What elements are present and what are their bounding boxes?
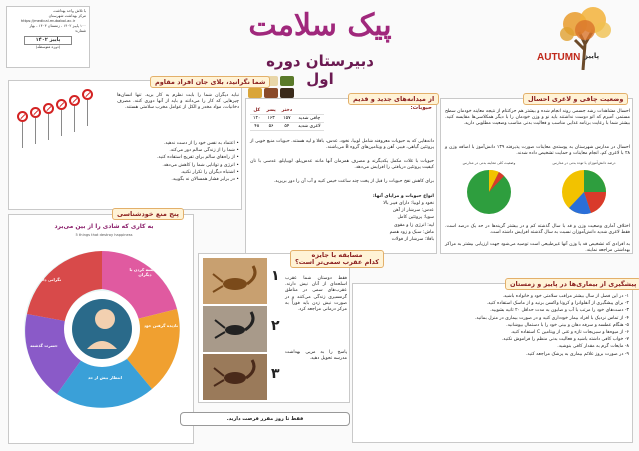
list-item: • از راه‌های سالم برای تفریح استفاده کنید. [156,155,239,161]
scorpion-image-1 [203,258,267,304]
self-knowledge-section [8,214,194,444]
prevention-item: ۴- از تماس نزدیک با افراد بیمار خودداری کنید و در صورت بیماری در منزل بمانید. [474,315,629,321]
quiz-header [290,250,384,268]
scorpion-label-1: ۱ [271,268,280,284]
table-cell: لاغری شدید [295,123,324,131]
legumes-para1: دانه‌هایی که به حبوبات معروفند شامل لوبیا، نخود، عدس، باقلا و لپه هستند. حبوبات منبع خوبی از پروتئین گیاهی، فیبر، آهن و ویتامین‌های گروه B می‌باشند. [250,139,434,151]
smoking-header: شما نگرانید، بلای جان افراد مقاوم [150,76,270,88]
pie-right-title: درصد دانش‌آموزان با توده بدنی در مدارس [552,161,616,165]
black-beans-image [280,88,294,98]
prevention-item: ۲- برای پیشگیری از آنفلوانزا و کرونا واکسن بزنید و از ماسک استفاده کنید. [486,301,629,307]
issue-sub: (دوره متوسطه) [35,45,61,49]
happiness-item: حسرت گذشته [30,343,58,348]
table-header [295,107,324,115]
scorpion-image-2 [203,306,267,352]
list-item: • در برابر فشار همسالان نه بگویید. [171,177,239,183]
weight-status-header: وضعیت چاقی و لاغری احسال [523,93,628,105]
meta-line: با تلاش واحد بهداشت [53,9,86,13]
deadline-note: فقط تا روز مقرر فرصت دارید. [180,412,350,426]
table-cell: ۵۶ [263,123,278,131]
prevention-item: ۳- دست‌های خود را مرتب با آب و صابون به مدت حداقل ۲۰ ثانیه بشویید. [490,308,629,314]
chickpeas-image [248,88,262,98]
weight-para2: احسال در مدارس شهرستان به پوسته‌ی معاینات صورت پذیرفته ۱۳۹ دانش‌آموز با اضافه وزن و ۲۸ با لاغری کم، انجام معاینات و حمایت تشخیص داده شدند. [445,145,630,157]
sign-post [17,111,28,148]
no-smoking-sign-icon [69,95,80,106]
happiness-item: نادیده گرفتن خود [143,323,179,328]
table-cell: چاقی شدید [295,115,324,123]
smoking-section [8,80,242,210]
meta-line: ۱۰۰ پاییز ۱۴۰۲ - زمستان ۱۴۰۳ - بهار [29,24,86,28]
list-item: نخود و لوبیا: دارای فیبر بالا [383,201,434,206]
happiness-en-title: 5 things that destroy happiness [75,233,133,237]
autumn-label: AUTUMN [537,52,581,63]
prevention-item: ۸- مایعات گرم به مقدار کافی بنوشید. [557,344,629,350]
happiness-circle-diagram [17,229,187,429]
no-smoking-sign-icon [30,107,41,118]
pie-left-svg [449,165,529,217]
self-knowledge-header: پنج منع خودشناسی [112,208,184,220]
table-cell: ۵۴ [279,123,295,131]
pie-right-svg [539,165,629,217]
quiz-question: کدام عقرب سمی‌تر است؟ [295,258,380,266]
legumes-list-title: انواع حبوبات و مزایای آنها: [372,194,434,199]
happiness-item: انتظار بیش از حد [87,375,123,380]
weight-para4: به افرادی که تشخیص قد یا وزن آنها غیرطبیعی است توصیه می‌شود جهت ارزیابی بیشتر به مراکز بهداشتی مراجعه نمایند. [445,242,630,254]
scorpion-label-2: ۲ [271,318,280,334]
list-item: • شما را از زندگی سالم دور می‌کند. [169,148,239,154]
happiness-item: مقایسه کردن با دیگران [129,267,161,277]
list-item: باقلا: سرشار از فولات [391,237,434,243]
no-smoking-sign-icon [82,89,93,100]
table-cell: ۱۲۰ [250,115,263,123]
smoking-list [117,141,239,184]
mung-beans-image [280,76,294,86]
table-cell: ۱۵۷ [279,115,295,123]
legumes-header: از میدانه‌های جدید و قدیم [348,93,439,105]
scorpion-image-3 [203,354,267,400]
list-item: • انرژی و توانایی شما را کاهش می‌دهد. [162,162,239,168]
disease-prevention-header: پیشگیری از بیماری‌ها در پاییز و زمستان [505,278,639,290]
sign-post [30,107,41,148]
list-item: سویا: پروتئین کامل [397,215,434,221]
newsletter-subtitle: دبیرستان دوره اول [266,52,374,88]
smoking-text: نباید دیگران شما را بابت نظرم به کار برید. تنها انسان‌ها چیزهایی که کار را می‌دانند و باید از آنها دوری کنند. مصرف دخانیات، مواد مخدر و الکل از عوامل مخرب سلامتی هستند. [117,93,239,111]
meta-line: مرکز بهداشت شهرستان [48,14,86,18]
sign-post [56,99,67,148]
scorpion-label-3: ۳ [271,366,280,382]
table-header: دختر [279,107,295,115]
table-row [250,123,324,131]
quiz-header-title: مسابقه با جایزه [311,251,363,259]
happiness-item: نگرانی دائمی [34,277,62,282]
quiz-answer-hint: پاسخ را به مربی بهداشت مدرسه تحویل دهید. [285,350,347,362]
pie-chart-left [449,161,529,221]
list-item: • اشتباه دیگران را تکرار نکنید. [180,169,239,175]
no-smoking-sign-icon [56,99,67,110]
pie-chart-right [539,161,629,221]
list-item: عدس: سرشار از آهن [392,208,434,214]
table-row [250,115,324,123]
prevention-item: ۹- در صورت بروز علائم بیماری به پزشک مراجعه کنید. [525,351,629,357]
sign-post [43,103,54,148]
issue-info-box [6,6,90,68]
no-smoking-sign-icon [17,111,28,122]
disease-prevention-section [352,283,633,443]
legumes-section [245,98,437,254]
quiz-section [198,253,350,403]
list-item: ماش: سبک و زود هضم [389,229,434,235]
season-label: پاییز [584,52,600,60]
weight-intro-text: احسال مشاهدات رشد جسمی روند انجام شده و بیشتر هم حرکتنام از نتیجه معاینه خودمان سطح مستمر، آمیزم که اتو دوست نداشتند باید نو و وزن خودمان را با دیگر همکلاسی‌ها مقایسه کنید. بیشتر شما با رعایت برنامه غذایی مناسب و فعالیت بدنی مناسب وضعیت مطلوبی دارید. [445,109,630,127]
newsletter-title: پیک سلامت [248,8,392,43]
prevention-list [358,294,629,359]
list-item: • اعتماد به نفس خود را از دست ندهید. [163,141,239,146]
table-header: کل [250,107,263,115]
issue-number: پاییز ۱۴۰۲ [24,36,72,45]
prevention-item: ۱- در این فصل از سال بیشتر مراقب سلامتی خود و خانواده باشید. [502,294,629,299]
table-header: پسر [263,107,278,115]
prevention-item: ۶- از میوه‌ها و سبزیجات تازه و غنی از ویتامین C استفاده کنید. [510,330,629,336]
legumes-subheader: حبوبات: [410,105,432,111]
lentils-image [264,88,278,98]
table-cell: ۴۸ [250,123,263,131]
sign-post [82,89,93,148]
meta-url: https://medical.mubabol.ac.ir [20,19,76,23]
meta-line: شماره: [74,29,86,33]
quiz-text: فقط دوستان شما عقرب اسلحه‌ای از آنان نیش دارند. عقرب‌های سمی در مناطق گرمسیری زندگی می‌کنند و در صورت نیش زدن باید فوراً به مرکز درمانی مراجعه کرد. [285,276,347,313]
legumes-list [296,201,434,244]
legumes-para3: برای کاهش نفخ حبوبات را قبل از پخت چند ساعت خیس کنید و آب آن را دور بریزید. [273,179,434,184]
legumes-para2: حبوبات با غلات مکمل یکدیگرند و مصرف همزمان آنها مانند عدس‌پلو، لوبیاپلو، عدسی با نان کیفیت پروتئین دریافتی را افزایش می‌دهد. [250,159,434,171]
pie-left-title: وضعیت کلی معاینه بدنی در مدارس [462,161,516,165]
prevention-item: ۵- هنگام عطسه و سرفه دهان و بینی خود را با دستمال بپوشانید. [506,322,629,328]
weight-para3: اختلاف آماری وضعیت وزن و قد با سال گذشته کم و در بیشتر گزینه‌ها در حد یک درصد است. فقط لاغری شدید دانش‌آموزان نسبت به سال گذشته افزایش داشته است. [445,224,630,236]
sign-post [69,95,80,148]
no-smoking-sign-icon [43,103,54,114]
happiness-title: به کاری که شادی را از بین می‌برد [54,223,154,230]
prevention-item: ۷- خواب کافی داشته باشید و فعالیت بدنی منظم را فراموش نکنید. [501,337,629,343]
no-smoking-signs [17,89,93,148]
table-cell: ۱۶۳ [263,115,278,123]
weight-status-section [440,98,633,254]
list-item: لپه: انرژی زا و مقوی [393,222,434,228]
